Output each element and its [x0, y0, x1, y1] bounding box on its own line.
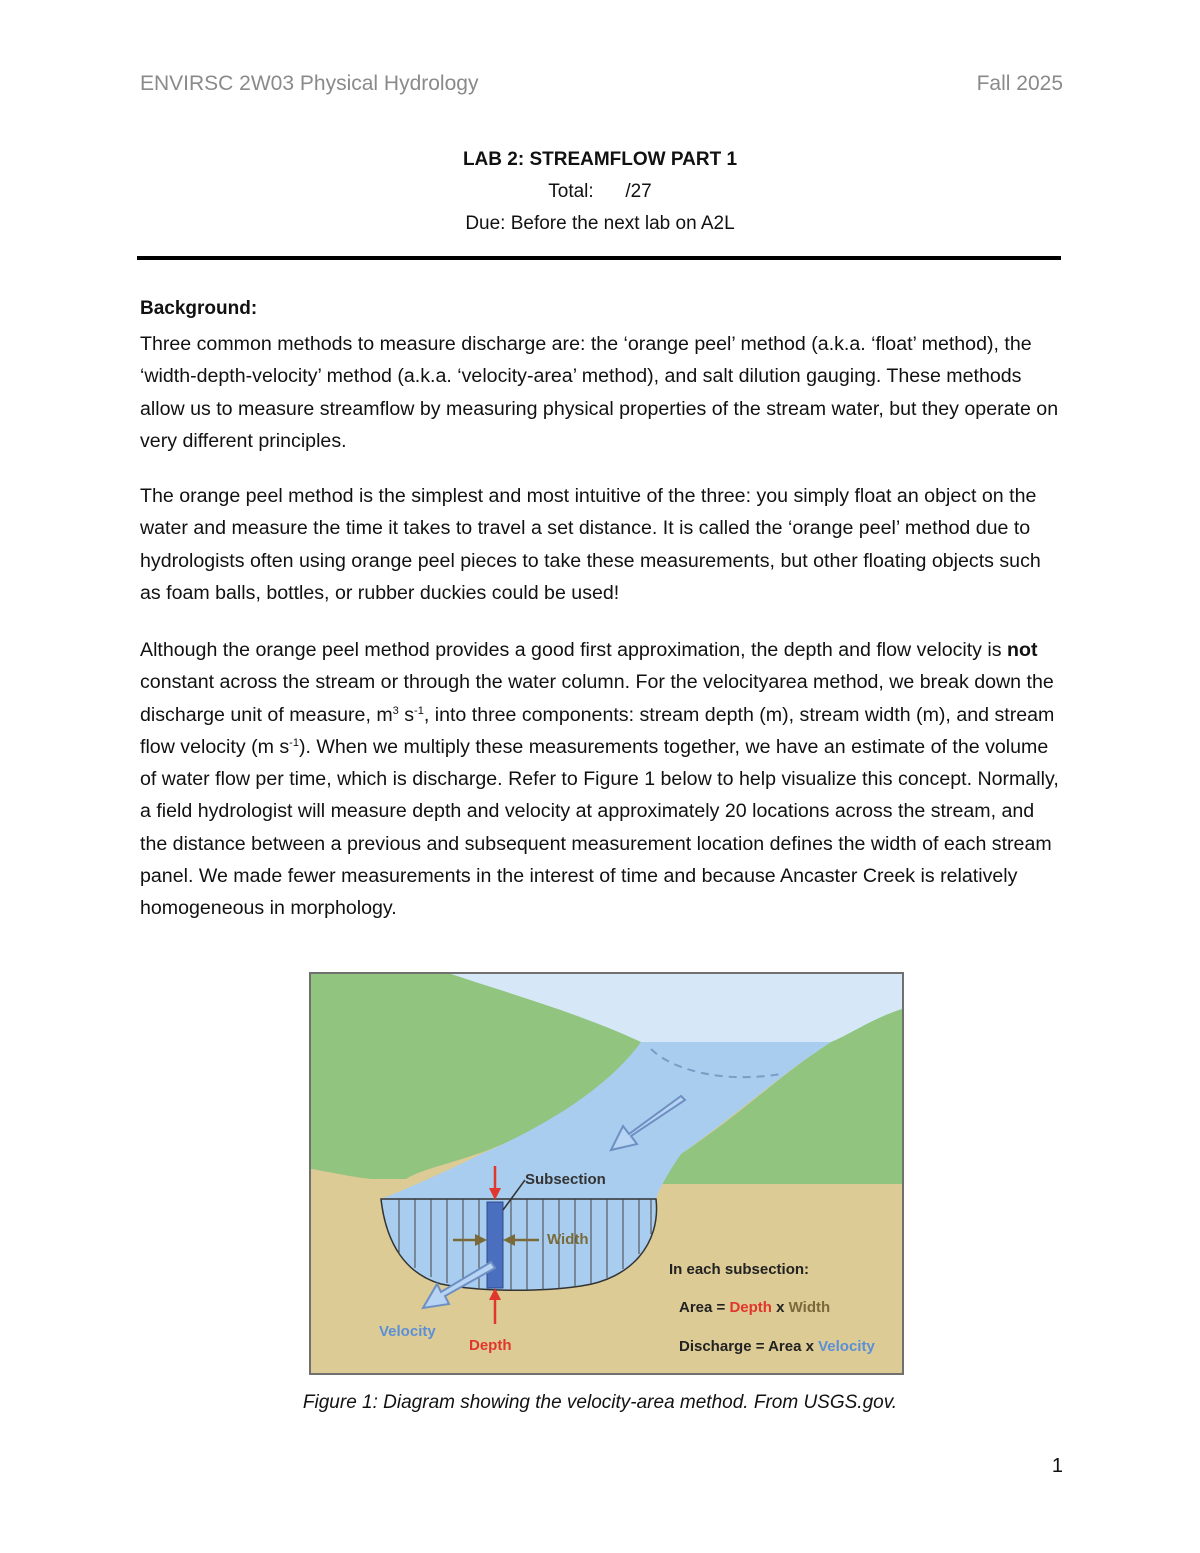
figure-caption: Figure 1: Diagram showing the velocity-area method. From USGS.gov. [302, 1392, 898, 1413]
label-subsection: Subsection [525, 1171, 606, 1188]
due-date: Due: Before the next lab on A2L [465, 213, 735, 234]
paragraph-velocity-area: Although the orange peel method provides a good first approximation, the depth and flow velocity is not constant across the stream or through the water column. For the velocityarea method, we break down the discharge unit of measure, $m^3$ $s^{-1}$, into three components: stream depth (m), stream width (m), and stream flow velocity (m $s^{-1}$). When we multiply these measurements together, we have an estimate of the volume of water flow per time, which is discharge. Refer to Figure 1 below to help visualize this concept. Normally, a field hydrologist will measure depth and velocity at approximately 20 locations across the stream, and the distance between a previous and subsequent measurement location defines the width of each stream panel. We made fewer measurements in the interest of time and because Ancaster Creek is relatively homogeneous in morphology. [140, 639, 1059, 920]
total-marks: Total: /27 [548, 181, 652, 202]
header-term: Fall 2025 [976, 72, 1063, 95]
label-depth: Depth [469, 1337, 512, 1354]
left-soil [311, 1169, 381, 1373]
page-number: 1 [1051, 1455, 1063, 1477]
header-course: ENVIRSC 2W03 Physical Hydrology [140, 72, 479, 95]
highlighted-subsection [487, 1202, 503, 1288]
label-discharge-formula: Discharge = Area x Velocity [679, 1338, 875, 1355]
label-width: Width [547, 1231, 589, 1248]
label-velocity: Velocity [379, 1323, 436, 1340]
paragraph-orange-peel: The orange peel method is the simplest and most intuitive of the three: you simply float an object on the water and measure the time it takes to travel a set distance. It is called the ‘orange peel’ method due to hydrologists often using orange peel pieces to take these measurements, but other floating objects such as foam balls, bottles, or rubber duckies could be used! [140, 485, 1041, 604]
label-area-formula: Area = Depth x Width [679, 1299, 831, 1316]
diagram-svg [311, 974, 902, 1373]
lab-title: LAB 2: STREAMFLOW PART 1 [462, 149, 738, 170]
background-heading: Background: [140, 298, 258, 319]
paragraph-methods: Three common methods to measure discharge are: the ‘orange peel’ method (a.k.a. ‘float’ method), the ‘width-depth-velocity’ method (a.k.a. ‘velocity-area’ method), and salt dilution gauging. These methods allow us to measure streamflow by measuring physical properties of the stream water, but they operate on very different principles. [140, 333, 1059, 452]
title-divider [137, 256, 1061, 260]
title-block [0, 144, 1200, 240]
label-in-each-subsection: In each subsection: [669, 1261, 810, 1278]
velocity-area-diagram [309, 972, 904, 1375]
